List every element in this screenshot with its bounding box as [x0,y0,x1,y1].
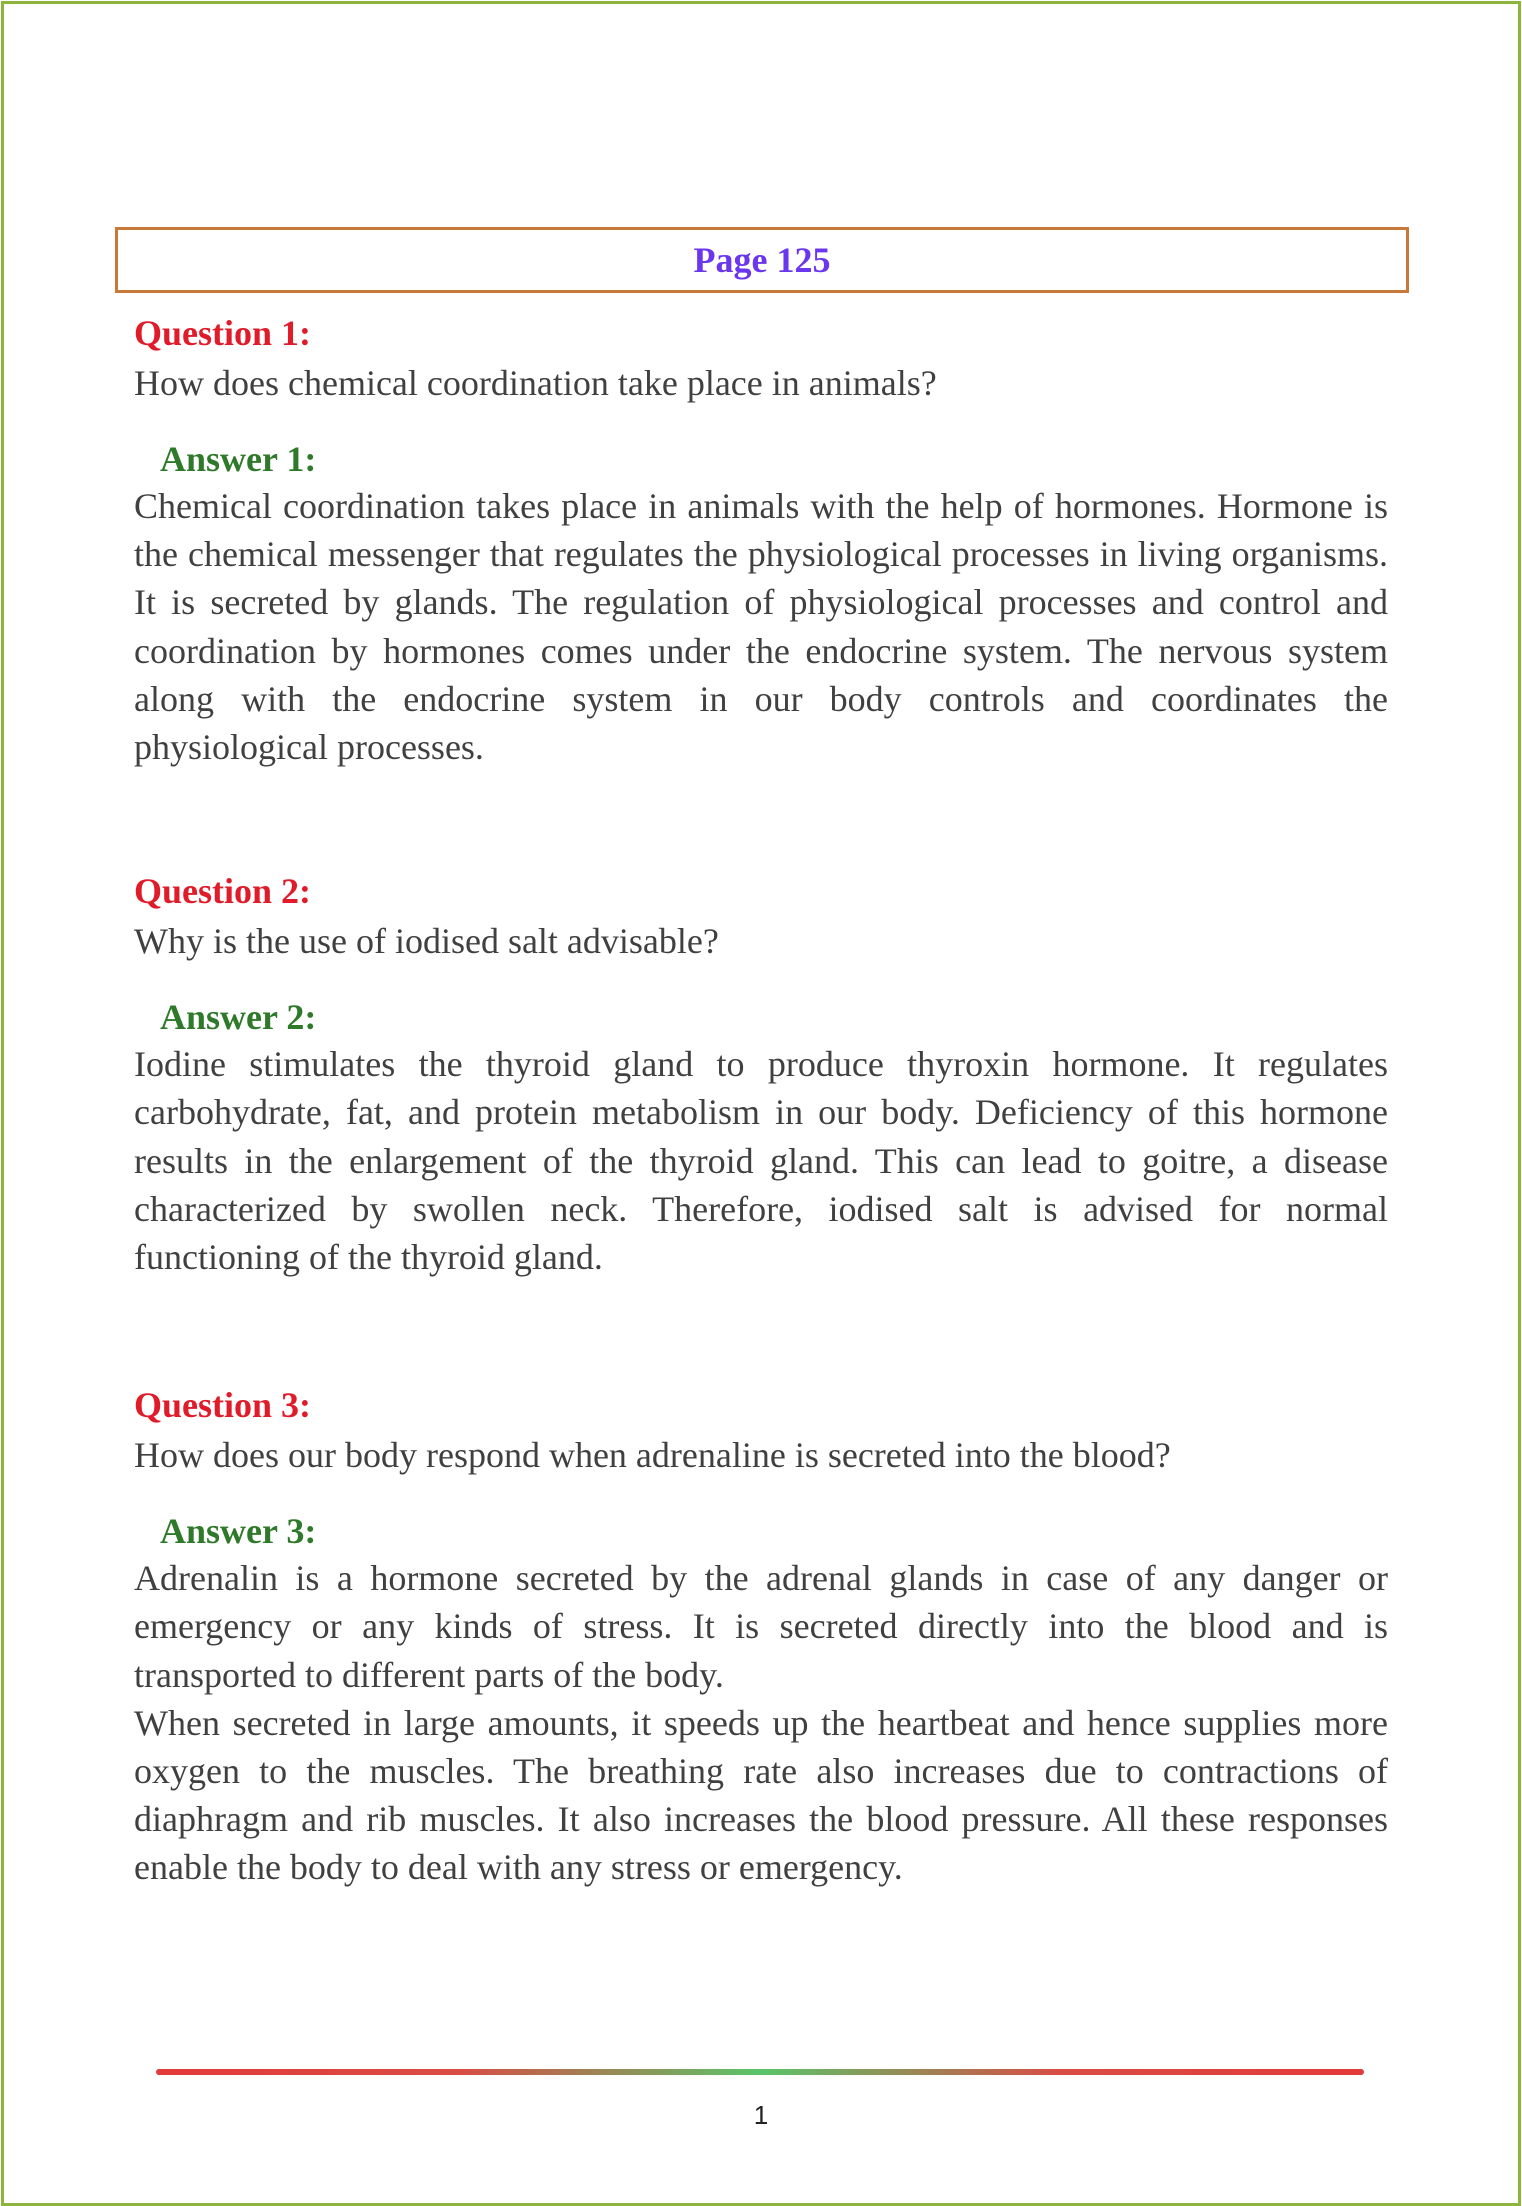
question-label: Question 2: [134,871,312,912]
answer-paragraph: Iodine stimulates the thyroid gland to produce thyroxin hormone. It regulates carbohydrate, fat, and protein metabolism in our body. Deficiency of this hormone results in the enlargement of the thyroid gland. This can lead to goitre, a disease characterized by swollen neck. Therefore, iodised salt is advised for normal functioning of the thyroid gland. [134,1044,1388,1278]
qa-block-3 [134,1380,1388,1891]
page-heading-box [115,227,1409,293]
question-text: How does chemical coordination take place in animals? [134,363,937,403]
answer-label: Answer 1: [160,439,317,479]
page-heading: Page 125 [693,240,831,280]
footer-divider [156,2069,1364,2075]
question-label: Question 3: [134,1385,312,1426]
answer-label: Answer 3: [160,1511,317,1552]
answer-paragraph: Adrenalin is a hormone secreted by the adrenal glands in case of any danger or emergency or any kinds of stress. It is secreted directly into the blood and is transported to different parts of the body. [134,1558,1388,1695]
answer-paragraph: Chemical coordination takes place in animals with the help of hormones. Hormone is the chemical messenger that regulates the physiological processes in living organisms. It is secreted by glands. The regulation of physiological processes and control and coordination by hormones comes under the endocrine system. The nervous system along with the endocrine system in our body controls and coordinates the physiological processes. [134,486,1388,768]
question-label: Question 1: [134,313,312,353]
question-text: How does our body respond when adrenaline is secreted into the blood? [134,1435,1171,1476]
answer-paragraph: When secreted in large amounts, it speeds up the heartbeat and hence supplies more oxygen to the muscles. The breathing rate also increases due to contractions of diaphragm and rib muscles. It also increases the blood pressure. All these responses enable the body to deal with any stress or emergency. [134,1702,1388,1888]
question-text: Why is the use of iodised salt advisable? [134,921,719,962]
page-number: 1 [753,2100,769,2130]
qa-block-2 [134,866,1388,1281]
answer-label: Answer 2: [160,997,317,1038]
qa-content [134,308,1388,1892]
qa-block-1 [134,308,1388,771]
